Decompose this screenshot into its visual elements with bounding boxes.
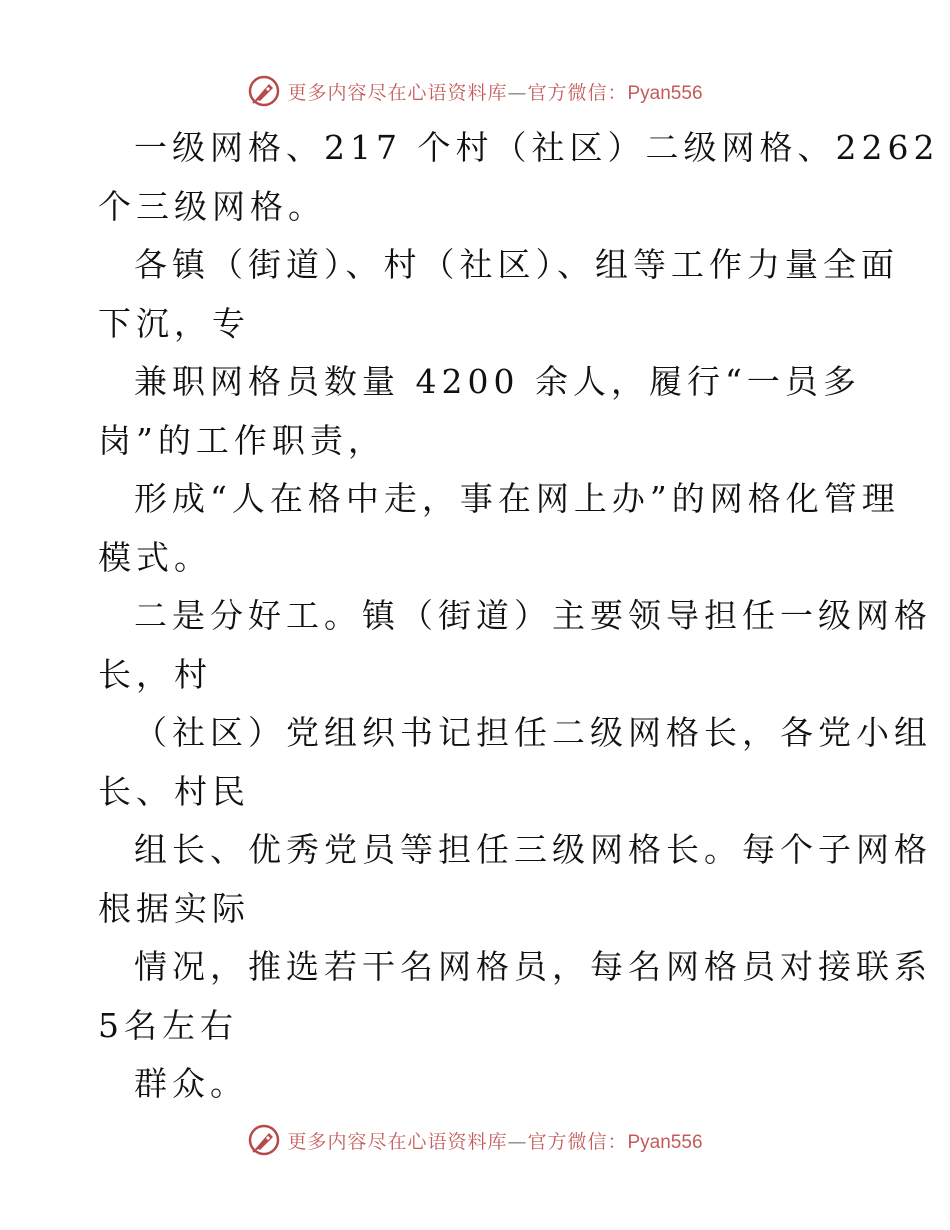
header-banner-id: Pyan556 bbox=[627, 82, 703, 104]
header-banner-wechat: 官方微信： bbox=[527, 81, 628, 104]
header-banner-main: 更多内容尽在心语资料库 bbox=[287, 81, 508, 104]
paragraph-line: 5名左右 bbox=[98, 1005, 238, 1045]
header-watermark-banner bbox=[0, 71, 950, 111]
paragraph-line: 长，村 bbox=[98, 654, 212, 694]
footer-banner-main: 更多内容尽在心语资料库 bbox=[287, 1130, 508, 1153]
header-banner-text bbox=[287, 78, 702, 105]
paragraph-line: 下沉，专 bbox=[98, 303, 250, 343]
paragraph-line: 一级网格、217 个村（社区）二级网格、2262 bbox=[134, 128, 940, 167]
paragraph-line: 长、村民 bbox=[98, 771, 250, 811]
paragraph-line: 兼职网格员数量 4200 余人，履行“一员多 bbox=[134, 362, 861, 401]
paragraph-line: 个三级网格。 bbox=[98, 186, 326, 226]
document-body bbox=[98, 119, 940, 1114]
paragraph-line: 情况，推选若干名网格员，每名网格员对接联系 bbox=[134, 947, 932, 986]
pen-nib-logo-icon bbox=[247, 1123, 281, 1157]
footer-banner-wechat: 官方微信： bbox=[527, 1130, 628, 1153]
paragraph-line: 根据实际 bbox=[98, 888, 250, 928]
paragraph-line: 各镇（街道）、村（社区）、组等工作力量全面 bbox=[134, 245, 899, 284]
pen-nib-logo-icon bbox=[247, 74, 281, 108]
paragraph-line: 二是分好工。镇（街道）主要领导担任一级网格 bbox=[134, 596, 932, 635]
footer-banner-id: Pyan556 bbox=[627, 1131, 703, 1153]
footer-banner-sep: — bbox=[507, 1130, 528, 1153]
paragraph-line: （社区）党组织书记担任二级网格长，各党小组 bbox=[134, 713, 932, 752]
footer-watermark-banner bbox=[0, 1120, 950, 1160]
footer-banner-text bbox=[287, 1127, 702, 1154]
paragraph-line: 模式。 bbox=[98, 537, 212, 577]
paragraph-line: 形成“人在格中走，事在网上办”的网格化管理 bbox=[134, 479, 900, 518]
paragraph-line: 组长、优秀党员等担任三级网格长。每个子网格 bbox=[134, 830, 932, 869]
header-banner-sep: — bbox=[507, 81, 528, 104]
paragraph-line: 岗”的工作职责， bbox=[98, 420, 386, 460]
paragraph-line: 群众。 bbox=[134, 1064, 248, 1103]
